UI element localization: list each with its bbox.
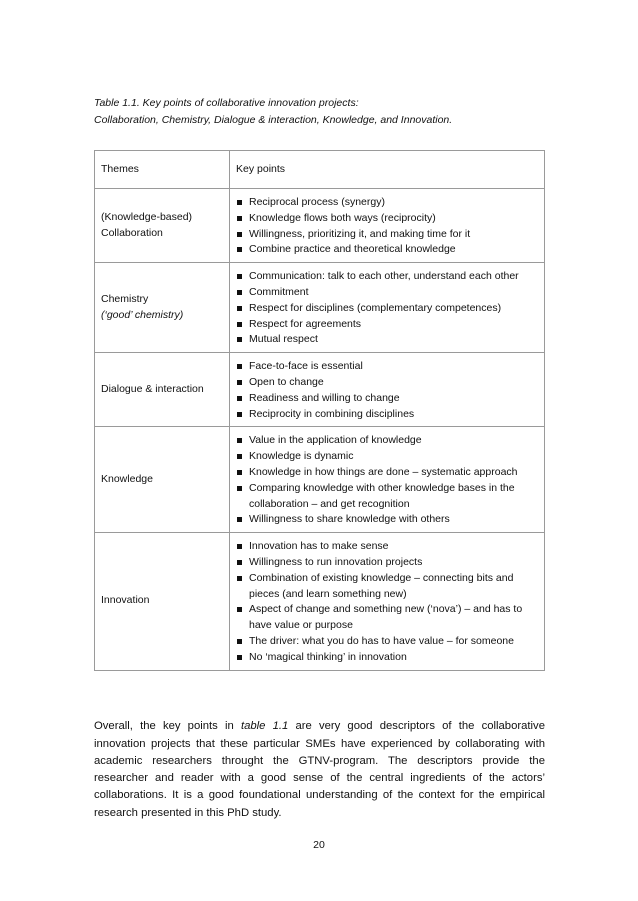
theme-label: (Knowledge-based) bbox=[101, 210, 193, 223]
table-row-dialogue bbox=[95, 353, 545, 427]
key-points-cell bbox=[230, 427, 545, 533]
key-points-cell bbox=[230, 353, 545, 427]
theme-label: Knowledge bbox=[101, 472, 153, 485]
key-points-cell bbox=[230, 533, 545, 670]
key-point-item: Readiness and willing to change bbox=[236, 391, 538, 407]
theme-label: Innovation bbox=[101, 594, 150, 607]
key-point-item: Knowledge flows both ways (reciprocity) bbox=[236, 211, 538, 227]
key-point-item: Combination of existing knowledge – connecting bits and pieces (and learn something new) bbox=[236, 571, 538, 603]
table-row-collaboration bbox=[95, 189, 545, 263]
body-paragraph bbox=[94, 718, 545, 822]
key-point-item: Combine practice and theoretical knowledge bbox=[236, 242, 538, 258]
theme-cell bbox=[95, 353, 230, 427]
key-points-cell bbox=[230, 189, 545, 263]
key-point-item: No ‘magical thinking’ in innovation bbox=[236, 650, 538, 666]
key-point-item: Respect for agreements bbox=[236, 317, 538, 333]
key-point-item: Knowledge in how things are done – systematic approach bbox=[236, 465, 538, 481]
theme-label: (‘good’ chemistry) bbox=[101, 308, 184, 321]
key-points-table bbox=[94, 150, 545, 671]
key-point-item: Willingness, prioritizing it, and making time for it bbox=[236, 227, 538, 243]
key-point-item: Commitment bbox=[236, 285, 538, 301]
table-row-innovation bbox=[95, 533, 545, 670]
key-point-item: Willingness to run innovation projects bbox=[236, 555, 538, 571]
theme-cell bbox=[95, 427, 230, 533]
theme-label: Dialogue & interaction bbox=[101, 382, 204, 395]
theme-cell bbox=[95, 263, 230, 353]
table-reference: table 1.1 bbox=[240, 720, 289, 733]
key-point-item: Communication: talk to each other, understand each other bbox=[236, 269, 538, 285]
key-points-cell bbox=[230, 263, 545, 353]
key-point-item: Comparing knowledge with other knowledge bases in the collaboration – and get recognition bbox=[236, 481, 538, 513]
key-point-item: Reciprocal process (synergy) bbox=[236, 195, 538, 211]
key-point-item: The driver: what you do has to have value – for someone bbox=[236, 634, 538, 650]
key-point-item: Reciprocity in combining disciplines bbox=[236, 407, 538, 423]
table-caption bbox=[94, 95, 564, 129]
table-caption-line-2: Collaboration, Chemistry, Dialogue & interaction, Knowledge, and Innovation. bbox=[94, 114, 453, 126]
table-row-chemistry bbox=[95, 263, 545, 353]
key-point-item: Respect for disciplines (complementary competences) bbox=[236, 301, 538, 317]
key-point-item: Knowledge is dynamic bbox=[236, 449, 538, 465]
header-key-points: Key points bbox=[230, 151, 545, 189]
page-number: 20 bbox=[313, 839, 325, 851]
key-point-item: Value in the application of knowledge bbox=[236, 433, 538, 449]
paragraph-text: Overall, the key points in bbox=[94, 720, 241, 733]
theme-label: Chemistry bbox=[101, 292, 149, 305]
table-header-row bbox=[95, 151, 545, 189]
key-point-item: Face-to-face is essential bbox=[236, 359, 538, 375]
theme-cell bbox=[95, 533, 230, 670]
key-point-item: Open to change bbox=[236, 375, 538, 391]
paragraph-text: are very good descriptors of the collaborative innovation projects that these particular SMEs have experienced by collaborating with academic researchers throught the GTNV-program. The descriptors provide the researcher and reader with a good sense of the central ingredients of the actors’ collaborations. It is a good foundational understanding of the context for the empirical research presented in this PhD study. bbox=[94, 720, 545, 819]
table-caption-line-1: Table 1.1. Key points of collaborative innovation projects: bbox=[94, 97, 359, 109]
header-themes: Themes bbox=[95, 151, 230, 189]
key-point-item: Innovation has to make sense bbox=[236, 539, 538, 555]
key-point-item: Mutual respect bbox=[236, 332, 538, 348]
table-row-knowledge bbox=[95, 427, 545, 533]
key-point-item: Willingness to share knowledge with others bbox=[236, 512, 538, 528]
theme-cell bbox=[95, 189, 230, 263]
key-point-item: Aspect of change and something new (‘nova’) – and has to have value or purpose bbox=[236, 602, 538, 634]
theme-label: Collaboration bbox=[101, 226, 163, 239]
